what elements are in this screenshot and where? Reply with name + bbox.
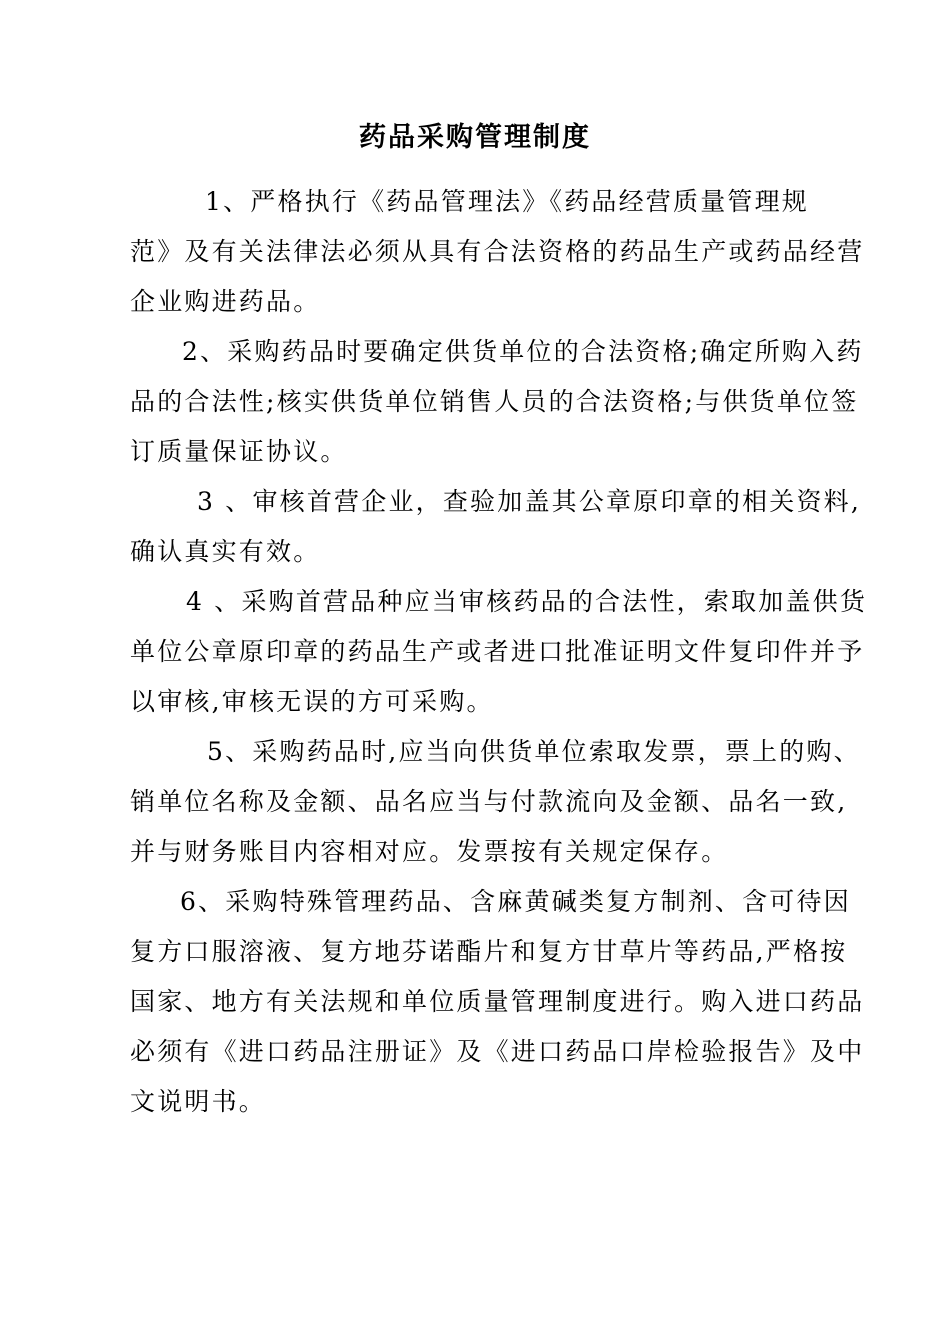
paragraph-6-line-3: 国家、地方有关法规和单位质量管理制度进行。购入进口药品 <box>130 987 865 1016</box>
paragraph-1-line-3: 企业购进药品。 <box>130 287 321 316</box>
paragraph-4-line-1: 4 、采购首营品种应当审核药品的合法性，索取加盖供货 <box>186 587 868 616</box>
paragraph-1-line-1: 1、严格执行《药品管理法》《药品经营质量管理规 <box>205 187 810 216</box>
document-title: 药品采购管理制度 <box>359 122 591 153</box>
paragraph-1-line-2: 范》及有关法律法必须从具有合法资格的药品生产或药品经营 <box>130 237 865 266</box>
paragraph-5-line-1: 5、采购药品时,应当向供货单位索取发票，票上的购、 <box>207 737 861 766</box>
paragraph-4-line-3: 以审核,审核无误的方可采购。 <box>130 687 494 716</box>
paragraph-2-line-2: 品的合法性;核实供货单位销售人员的合法资格;与供货单位签 <box>130 387 859 416</box>
paragraph-6-line-5: 文说明书。 <box>130 1087 267 1116</box>
paragraph-6-line-2: 复方口服溶液、复方地芬诺酯片和复方甘草片等药品,严格按 <box>130 937 848 966</box>
paragraph-3-line-1: 3 、审核首营企业，查验加盖其公章原印章的相关资料, <box>197 487 862 516</box>
paragraph-2-line-3: 订质量保证协议。 <box>130 437 348 466</box>
paragraph-2-line-1: 2、采购药品时要确定供货单位的合法资格;确定所购入药 <box>182 337 864 366</box>
paragraph-5-line-3: 并与财务账目内容相对应。发票按有关规定保存。 <box>130 837 729 866</box>
paragraph-3-line-2: 确认真实有效。 <box>130 537 321 566</box>
paragraph-5-line-2: 销单位名称及金额、品名应当与付款流向及金额、品名一致, <box>130 787 848 816</box>
paragraph-6-line-4: 必须有《进口药品注册证》及《进口药品口岸检验报告》及中 <box>130 1037 865 1066</box>
paragraph-6-line-1: 6、采购特殊管理药品、含麻黄碱类复方制剂、含可待因 <box>180 887 851 916</box>
paragraph-4-line-2: 单位公章原印章的药品生产或者进口批准证明文件复印件并予 <box>130 637 865 666</box>
